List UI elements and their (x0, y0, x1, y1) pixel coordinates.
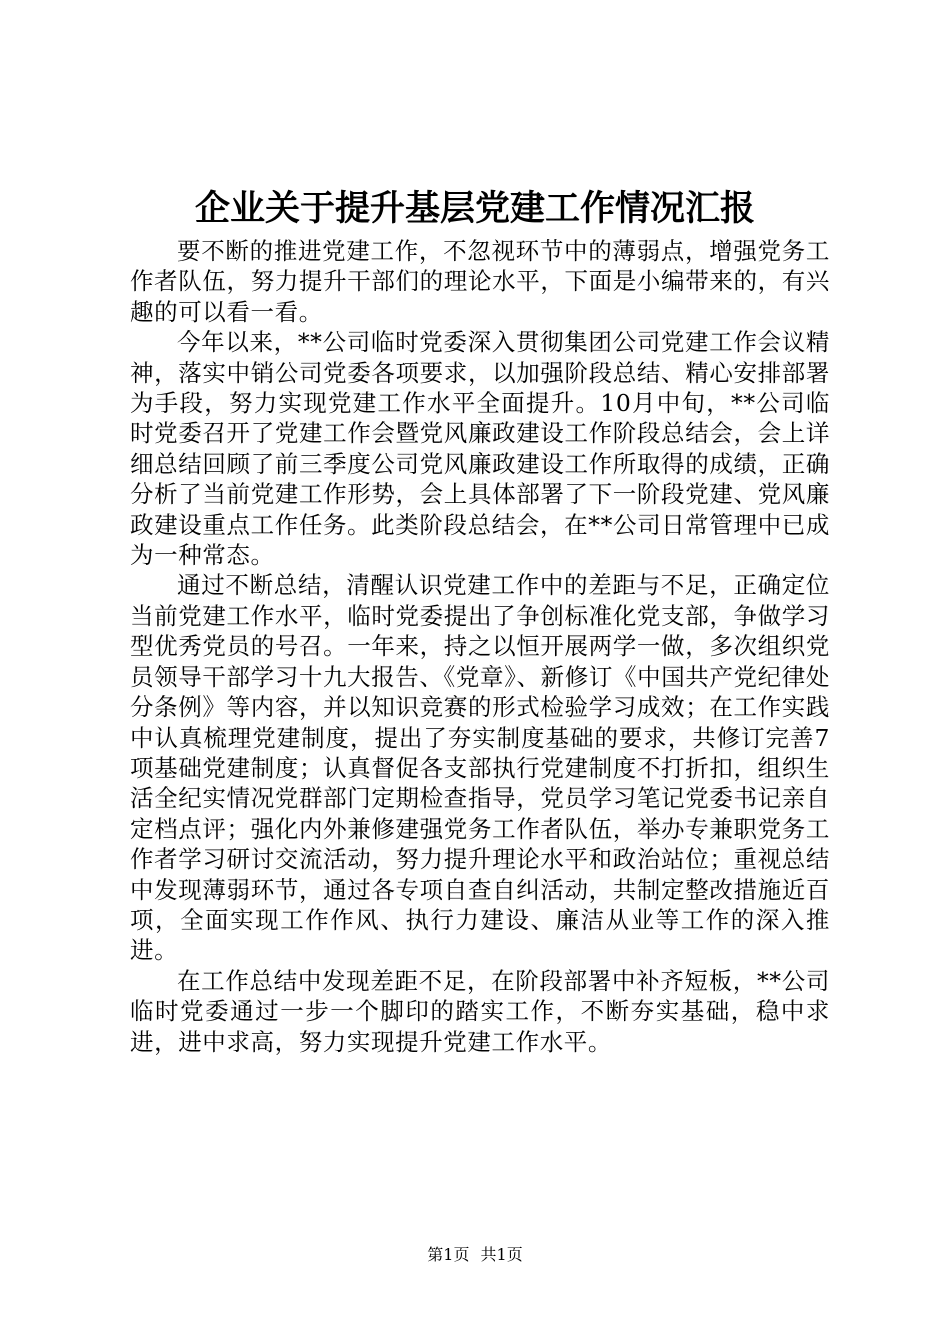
document-title: 企业关于提升基层党建工作情况汇报 (194, 188, 755, 229)
page-number: 第1页 (427, 1245, 470, 1264)
page-footer (0, 1245, 950, 1265)
paragraph-conclusion: 在工作总结中发现差距不足，在阶段部署中补齐短板，**公司临时党委通过一步一个脚印的踏实工作，不断夯实基础，稳中求进，进中求高，努力实现提升党建工作水平。 (130, 966, 830, 1056)
page-total: 共1页 (480, 1245, 523, 1264)
paragraph-intro: 要不断的推进党建工作，不忽视环节中的薄弱点，增强党务工作者队伍，努力提升干部们的理论水平，下面是小编带来的，有兴趣的可以看一看。 (130, 237, 830, 326)
paragraph-work-measures: 通过不断总结，清醒认识党建工作中的差距与不足，正确定位当前党建工作水平，临时党委提出了争创标准化党支部，争做学习型优秀党员的号召。一年来，持之以恒开展两学一做，多次组织党员领导干部学习十九大报告、《党章》、新修订《中国共产党纪律处分条例》等内容，并以知识竞赛的形式检验学习成效；在工作实践中认真梳理党建制度，提出了夯实制度基础的要求，共修订完善7项基础党建制度；认真督促各支部执行党建制度不打折扣，组织生活全纪实情况党群部门定期检查指导，党员学习笔记党委书记亲自定档点评；强化内外兼修建强党务工作者队伍，举办专兼职党务工作者学习研讨交流活动，努力提升理论水平和政治站位；重视总结中发现薄弱环节，通过各专项自查自纠活动，共制定整改措施近百项，全面实现工作作风、执行力建设、廉洁从业等工作的深入推进。 (130, 571, 830, 965)
paragraph-summary-meeting: 今年以来，**公司临时党委深入贯彻集团公司党建工作会议精神，落实中销公司党委各项要求，以加强阶段总结、精心安排部署为手段，努力实现党建工作水平全面提升。10月中旬，**公司临时党委召开了党建工作会暨党风廉政建设工作阶段总结会，会上详细总结回顾了前三季度公司党风廉政建设工作所取得的成绩，正确分析了当前党建工作形势，会上具体部署了下一阶段党建、党风廉政建设重点工作任务。此类阶段总结会，在**公司日常管理中已成为一种常态。 (130, 328, 830, 570)
document-body (130, 236, 830, 1057)
